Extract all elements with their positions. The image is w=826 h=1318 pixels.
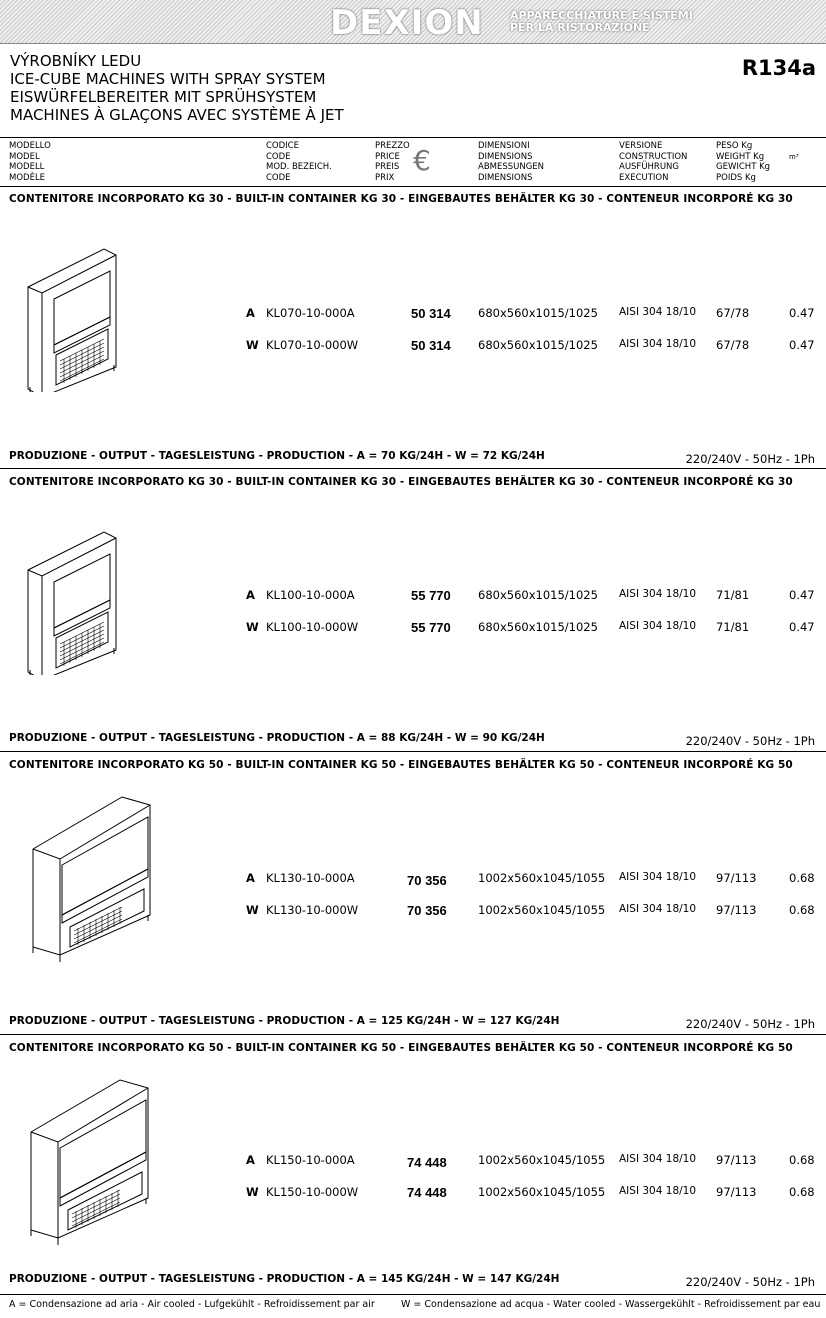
product-section [0, 187, 826, 469]
col-code: CODICE CODE MOD. BEZEICH. CODE [266, 141, 332, 183]
brand-logo: DEXION [330, 3, 484, 43]
brand-tagline [510, 10, 710, 34]
legend-water-cooled: W = Condensazione ad acqua - Water cooled - Wassergekühlt - Refroidissement par eau [401, 1299, 821, 1310]
table-row: W KL070-10-000W 50 314 680x560x1015/1025 AISI 304 18/10 67/78 0.47 [246, 338, 815, 353]
power-spec: 220/240V - 50Hz - 1Ph [685, 1017, 815, 1031]
table-row: W KL130-10-000W 70 356 1002x560x1045/1055 AISI 304 18/10 97/113 0.68 [246, 903, 815, 918]
output-line: PRODUZIONE - OUTPUT - TAGESLEISTUNG - PRODUCTION - A = 145 KG/24H - W = 147 KG/24H [9, 1273, 560, 1285]
page-title [10, 52, 344, 124]
col-version: VERSIONE CONSTRUCTION AUSFÜHRUNG EXECUTION [619, 141, 688, 183]
header-banner [0, 0, 826, 44]
title-en: ICE-CUBE MACHINES WITH SPRAY SYSTEM [10, 70, 326, 88]
cooling-legend [0, 1296, 826, 1318]
output-line: PRODUZIONE - OUTPUT - TAGESLEISTUNG - PRODUCTION - A = 125 KG/24H - W = 127 KG/24H [9, 1015, 560, 1027]
section-title: CONTENITORE INCORPORATO KG 50 - BUILT-IN CONTAINER KG 50 - EINGEBAUTES BEHÄLTER KG 50 - CONTENEUR INCORPORÉ KG 50 [9, 1042, 793, 1054]
section-title: CONTENITORE INCORPORATO KG 50 - BUILT-IN CONTAINER KG 50 - EINGEBAUTES BEHÄLTER KG 50 - CONTENEUR INCORPORÉ KG 50 [9, 759, 793, 771]
table-row: A KL150-10-000A 74 448 1002x560x1045/1055 AISI 304 18/10 97/113 0.68 [246, 1153, 815, 1170]
table-row: A KL130-10-000A 70 356 1002x560x1045/1055 AISI 304 18/10 97/113 0.68 [246, 871, 815, 888]
col-dimensions: DIMENSIONI DIMENSIONS ABMESSUNGEN DIMENSIONS [478, 141, 545, 183]
table-row: A KL070-10-000A 50 314 680x560x1015/1025 AISI 304 18/10 67/78 0.47 [246, 306, 815, 321]
legend-air-cooled: A = Condensazione ad aria - Air cooled - Lufgekühlt - Refroidissement par air [9, 1299, 375, 1310]
table-row: A KL100-10-000A 55 770 680x560x1015/1025 AISI 304 18/10 71/81 0.47 [246, 588, 815, 603]
product-section [0, 753, 826, 1035]
title-de: EISWÜRFELBEREITER MIT SPRÜHSYSTEM [10, 88, 317, 106]
table-row: W KL150-10-000W 74 448 1002x560x1045/1055 AISI 304 18/10 97/113 0.68 [246, 1185, 815, 1200]
tagline-line-2: PER LA RISTORAZIONE [510, 21, 650, 34]
column-header [0, 137, 826, 187]
section-title: CONTENITORE INCORPORATO KG 30 - BUILT-IN CONTAINER KG 30 - EINGEBAUTES BEHÄLTER KG 30 - CONTENEUR INCORPORÉ KG 30 [9, 476, 793, 488]
power-spec: 220/240V - 50Hz - 1Ph [685, 734, 815, 748]
col-price: PREZZO PRICE PREIS PRIX [375, 141, 410, 183]
title-cz: VÝROBNÍKY LEDU [10, 52, 142, 70]
col-model: MODELLO MODEL MODELL MODÈLE [9, 141, 51, 183]
refrigerant-label: R134a [741, 56, 816, 80]
product-section [0, 470, 826, 752]
table-row: W KL100-10-000W 55 770 680x560x1015/1025 AISI 304 18/10 71/81 0.47 [246, 620, 815, 635]
product-section [0, 1036, 826, 1295]
tagline-line-1: APPARECCHIATURE E SISTEMI [510, 9, 693, 22]
section-title: CONTENITORE INCORPORATO KG 30 - BUILT-IN CONTAINER KG 30 - EINGEBAUTES BEHÄLTER KG 30 - CONTENEUR INCORPORÉ KG 30 [9, 193, 793, 205]
title-fr: MACHINES À GLAÇONS AVEC SYSTÈME À JET [10, 106, 344, 124]
output-line: PRODUZIONE - OUTPUT - TAGESLEISTUNG - PRODUCTION - A = 88 KG/24H - W = 90 KG/24H [9, 732, 545, 744]
power-spec: 220/240V - 50Hz - 1Ph [685, 1275, 815, 1289]
col-weight: PESO Kg WEIGHT Kg GEWICHT Kg POIDS Kg [716, 141, 771, 183]
output-line: PRODUZIONE - OUTPUT - TAGESLEISTUNG - PRODUCTION - A = 70 KG/24H - W = 72 KG/24H [9, 450, 545, 462]
col-volume: m³ [789, 153, 799, 161]
euro-icon: € [413, 144, 431, 177]
power-spec: 220/240V - 50Hz - 1Ph [685, 452, 815, 466]
